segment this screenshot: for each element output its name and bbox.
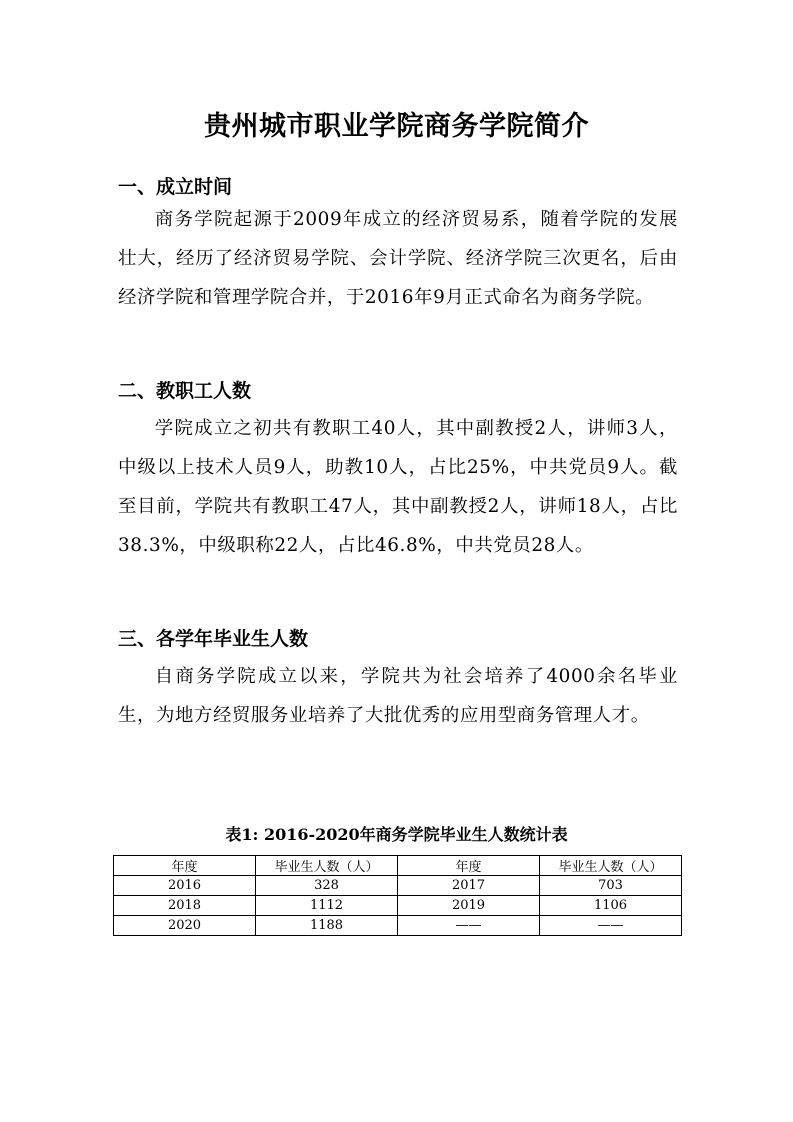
table-cell: 2019 <box>398 896 540 916</box>
table-cell: 2017 <box>398 876 540 896</box>
table-row <box>114 876 682 896</box>
section-heading-founding: 一、成立时间 <box>118 176 233 198</box>
section-text-staff: 学院成立之初共有教职工40人，其中副教授2人，讲师3人，中级以上技术人员9人，助教10人，占比25%，中共党员9人。截至目前，学院共有教职工47人，其中副教授2人，讲师18人，占比38.3%，中级职称22人，占比46.8%，中共党员28人。 <box>118 418 678 556</box>
section-heading-graduates: 三、各学年毕业生人数 <box>118 628 309 650</box>
table-cell: 328 <box>256 876 398 896</box>
table-cell: —— <box>398 916 540 936</box>
table-cell: 1106 <box>540 896 682 916</box>
table-row <box>114 916 682 936</box>
table-header-cell: 毕业生人数（人） <box>540 856 682 876</box>
table-header-cell: 年度 <box>398 856 540 876</box>
section-text-graduates: 自商务学院成立以来，学院共为社会培养了4000余名毕业生，为地方经贸服务业培养了大批优秀的应用型商务管理人才。 <box>118 666 678 726</box>
table-header-row <box>114 856 682 876</box>
table-caption: 表1: 2016-2020年商务学院毕业生人数统计表 <box>225 825 568 844</box>
table-row <box>114 896 682 916</box>
section-heading-staff: 二、教职工人数 <box>118 380 252 402</box>
table-cell: 1112 <box>256 896 398 916</box>
table-cell: —— <box>540 916 682 936</box>
table-header-cell: 毕业生人数（人） <box>256 856 398 876</box>
table-cell: 2018 <box>114 896 256 916</box>
graduates-table <box>113 855 682 936</box>
table-header-cell: 年度 <box>114 856 256 876</box>
table-cell: 2016 <box>114 876 256 896</box>
document-title: 贵州城市职业学院商务学院简介 <box>204 111 589 142</box>
table-cell: 1188 <box>256 916 398 936</box>
table-cell: 2020 <box>114 916 256 936</box>
table-cell: 703 <box>540 876 682 896</box>
section-text-founding: 商务学院起源于2009年成立的经济贸易系，随着学院的发展壮大，经历了经济贸易学院、会计学院、经济学院三次更名，后由经济学院和管理学院合并，于2016年9月正式命名为商务学院。 <box>118 209 678 308</box>
